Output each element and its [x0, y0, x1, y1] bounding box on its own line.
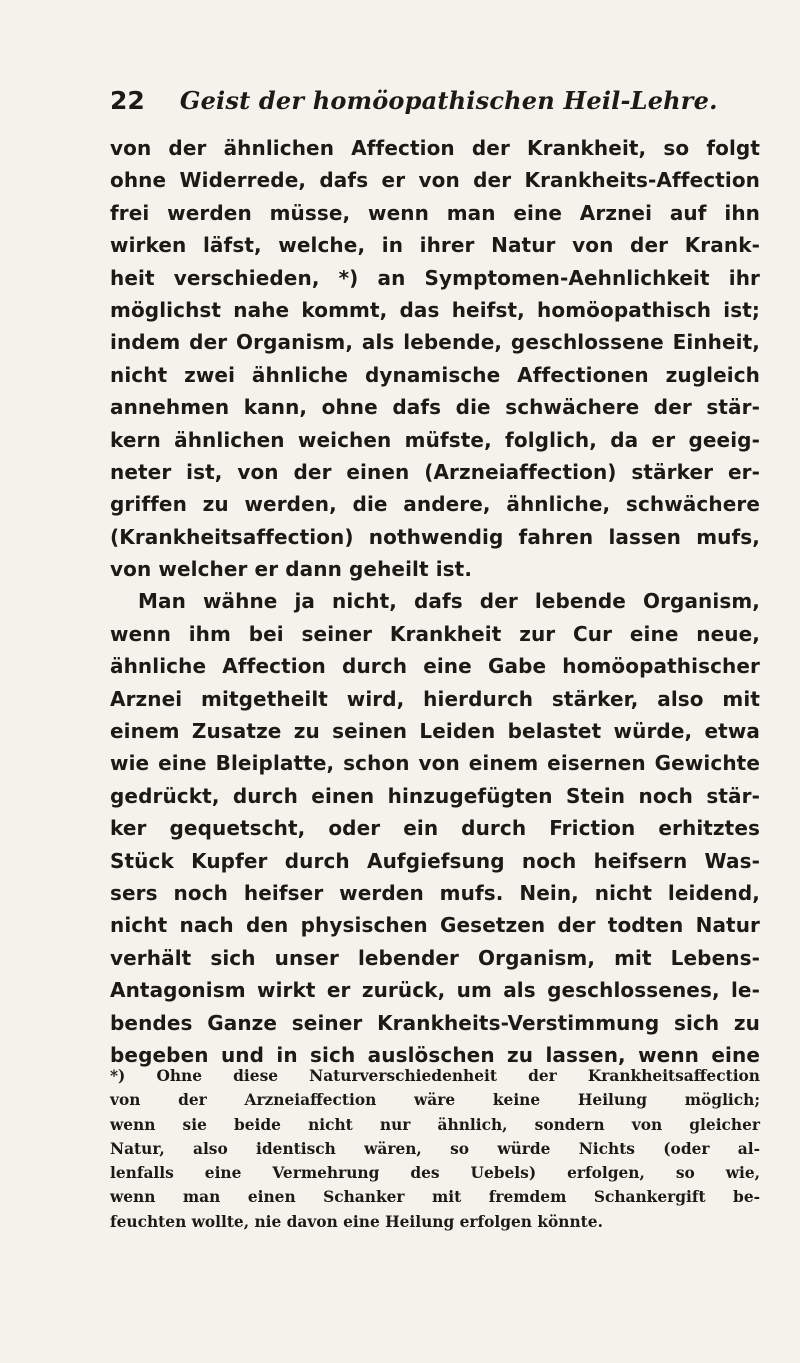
text-line: nicht nach den physischen Gesetzen der todten Natur: [110, 913, 760, 938]
paragraph-start-line: Man wähne ja nicht, dafs der lebende Organism,: [138, 589, 760, 614]
text-line: einem Zusatze zu seinen Leiden belastet würde, etwa: [110, 719, 760, 744]
text-line: wenn ihm bei seiner Krankheit zur Cur eine neue,: [110, 621, 760, 646]
text-line: wie eine Bleiplatte, schon von einem eisernen Gewichte: [110, 751, 760, 776]
text-line: griffen zu werden, die andere, ähnliche, schwächere: [110, 492, 760, 517]
footnote-line: von der Arzneiaffection wäre keine Heilung möglich;: [110, 1091, 760, 1110]
text-line: sers noch heifser werden mufs. Nein, nicht leidend,: [110, 880, 760, 905]
text-line: heit verschieden, *) an Symptomen-Aehnlichkeit ihr: [110, 265, 760, 290]
text-line: von der ähnlichen Affection der Krankheit, so folgt: [110, 136, 760, 160]
text-line: von welcher er dann geheilt ist.: [110, 557, 473, 582]
footnote-line: wenn sie beide nicht nur ähnlich, sondern von gleicher: [110, 1115, 760, 1134]
text-line: wirken läfst, welche, in ihrer Natur von der Krank-: [110, 233, 760, 258]
footnote-line: lenfalls eine Vermehrung des Uebels) erfolgen, so wie,: [110, 1164, 760, 1183]
footnote-line: *) Ohne diese Naturverschiedenheit der Krankheitsaffection: [110, 1067, 760, 1085]
text-line: begeben und in sich auslöschen zu lassen, wenn eine: [110, 1042, 760, 1067]
text-line: Antagonism wirkt er zurück, um als geschlossenes, le-: [110, 978, 760, 1003]
text-line: indem der Organism, als lebende, geschlossene Einheit,: [110, 330, 760, 355]
footnote-line: wenn man einen Schanker mit fremdem Schankergift be-: [110, 1188, 760, 1207]
footnote-line: feuchten wollte, nie davon eine Heilung erfolgen könnte.: [110, 1212, 603, 1231]
text-line: ker gequetscht, oder ein durch Friction erhitztes: [110, 816, 760, 841]
text-line: kern ähnlichen weichen müfste, folglich, da er geeig-: [110, 427, 760, 452]
text-line: nicht zwei ähnliche dynamische Affectionen zugleich: [110, 362, 760, 387]
text-line: neter ist, von der einen (Arzneiaffection) stärker er-: [110, 459, 760, 484]
footnote-line: Natur, also identisch wären, so würde Nichts (oder al-: [110, 1139, 760, 1158]
footnote: [110, 1064, 760, 1234]
page-number: 22: [110, 86, 145, 115]
text-line: (Krankheitsaffection) nothwendig fahren lassen mufs,: [110, 524, 760, 549]
text-line: möglichst nahe kommt, das heifst, homöopathisch ist;: [110, 297, 760, 322]
text-line: frei werden müsse, wenn man eine Arznei auf ihn: [110, 200, 760, 225]
text-line: bendes Ganze seiner Krankheits-Verstimmung sich zu: [110, 1010, 760, 1035]
text-line: Arznei mitgetheilt wird, hierdurch stärker, also mit: [110, 686, 760, 711]
text-line: ähnliche Affection durch eine Gabe homöopathischer: [110, 654, 760, 679]
main-text: [110, 132, 760, 1071]
text-line: annehmen kann, ohne dafs die schwächere der stär-: [110, 395, 760, 420]
text-line: Stück Kupfer durch Aufgiefsung noch heifsern Was-: [110, 848, 760, 873]
text-line: gedrückt, durch einen hinzugefügten Stein noch stär-: [110, 783, 760, 808]
page-header: [110, 86, 718, 126]
running-title: Geist der homöopathischen Heil-Lehre.: [179, 86, 718, 115]
text-line: ohne Widerrede, dafs er von der Krankheits-Affection: [110, 168, 760, 193]
text-line: verhält sich unser lebender Organism, mit Lebens-: [110, 945, 760, 970]
